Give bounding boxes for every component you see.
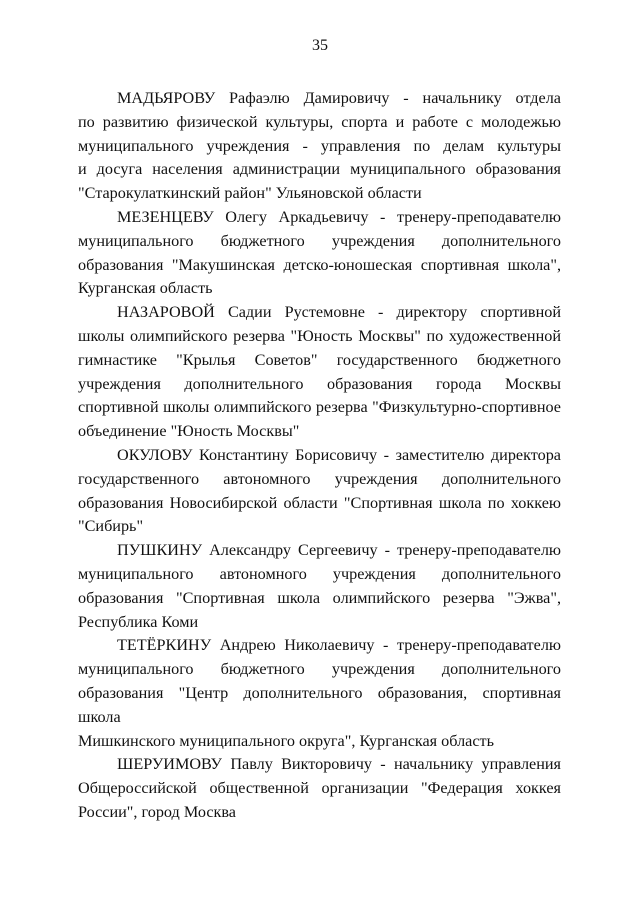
entry-line: "Старокулаткинский район" Ульяновской области — [78, 184, 422, 203]
list-item — [78, 301, 561, 444]
entry-line: МЕЗЕНЦЕВУ Олегу Аркадьевичу - тренеру-преподавателю — [117, 207, 561, 226]
entry-line: ТЕТЁРКИНУ Андрею Николаевичу - тренеру-преподавателю — [117, 636, 561, 655]
entry-line: муниципального бюджетного учреждения дополнительного — [78, 660, 561, 679]
entry-line: НАЗАРОВОЙ Садии Рустемовне - директору спортивной — [117, 303, 561, 322]
award-list — [78, 87, 561, 825]
entry-line: муниципального бюджетного учреждения дополнительного — [78, 231, 561, 250]
entry-line: ШЕРУИМОВУ Павлу Викторовичу - начальнику управления — [117, 755, 561, 774]
entry-line: России", город Москва — [78, 802, 236, 821]
entry-line: муниципального учреждения - управления по делам культуры — [78, 136, 561, 155]
entry-line: учреждения дополнительного образования города Москвы — [78, 374, 561, 393]
entry-line: по развитию физической культуры, спорта и работе с молодежью — [78, 112, 561, 131]
entry-line: образования "Центр дополнительного образования, спортивная школа — [78, 683, 561, 726]
list-item — [78, 753, 561, 824]
entry-line: образования Новосибирской области "Спортивная школа по хоккею — [78, 493, 561, 512]
entry-line: образования "Спортивная школа олимпийского резерва "Эжва", — [78, 588, 561, 607]
entry-line: Курганская область — [78, 279, 213, 298]
entry-line: и досуга населения администрации муниципального образования — [78, 160, 561, 179]
entry-line: "Сибирь" — [78, 517, 144, 536]
list-item — [78, 539, 561, 634]
entry-line: ОКУЛОВУ Константину Борисовичу - заместителю директора — [117, 445, 561, 464]
entry-line: объединение "Юность Москвы" — [78, 422, 300, 441]
entry-line: школы олимпийского резерва "Юность Москвы" по художественной — [78, 326, 561, 345]
list-item — [78, 444, 561, 539]
entry-line: ПУШКИНУ Александру Сергеевичу - тренеру-преподавателю — [117, 541, 561, 560]
entry-line: муниципального автономного учреждения дополнительного — [78, 564, 561, 583]
entry-line: гимнастике "Крылья Советов" государственного бюджетного — [78, 350, 561, 369]
entry-line: Общероссийской общественной организации "Федерация хоккея — [78, 779, 561, 798]
entry-line: спортивной школы олимпийского резерва "Физкультурно-спортивное — [78, 398, 561, 417]
list-item — [78, 634, 561, 753]
entry-line: Республика Коми — [78, 612, 199, 631]
entry-line: государственного автономного учреждения дополнительного — [78, 469, 561, 488]
entry-line: образования "Макушинская детско-юношеская спортивная школа", — [78, 255, 561, 274]
entry-line: МАДЬЯРОВУ Рафаэлю Дамировичу - начальнику отдела — [117, 89, 561, 107]
page-number: 35 — [312, 37, 328, 54]
entry-line: Мишкинского муниципального округа", Курганская область — [78, 731, 495, 750]
list-item — [78, 206, 561, 301]
list-item — [78, 87, 561, 206]
